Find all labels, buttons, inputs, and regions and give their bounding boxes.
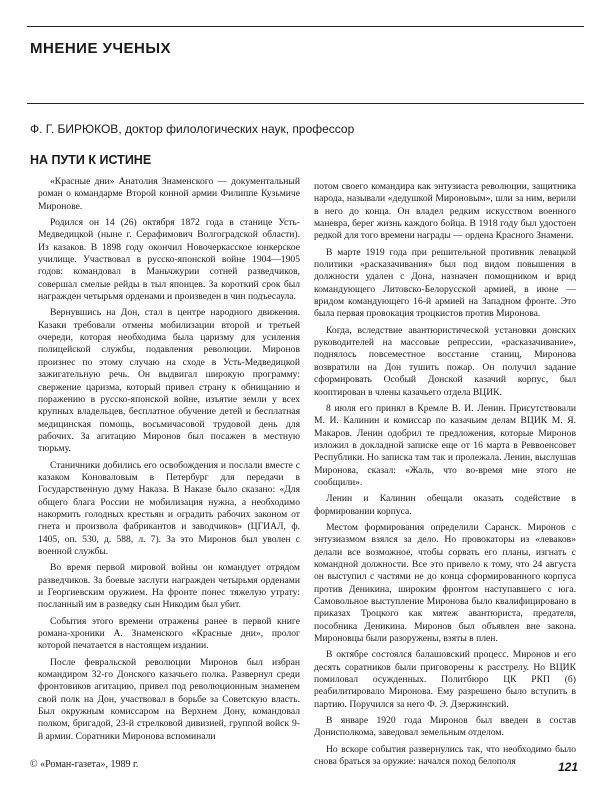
paragraph: потом своего командира как энтузиаста революции, защитника народа, называли «дедушкой Мироновым», шли за ним, верили в него до конца. Он владел редким искусством военного маневра, берег жизнь каждого бойца. В 1918 году был удостоен редкой для того времени награды — ордена Красного Знамени.	[314, 181, 576, 242]
author-line: Ф. Г. БИРЮКОВ, доктор филологических наук, профессор	[30, 122, 355, 136]
section-rule	[27, 103, 584, 104]
paragraph: В январе 1920 года Миронов был введен в состав Донисполкома, заведовал земельным отделом.	[314, 715, 576, 739]
section-title: МНЕНИЕ УЧЕНЫХ	[30, 40, 172, 57]
right-column	[314, 181, 576, 772]
page-number: 121	[557, 760, 578, 774]
paragraph: В марте 1919 года при решительной противник левацкой политики «расказачивания» был под видом повышения в должности удален с Дона, назначен помощником и врид командующего Литовско-Белорусской армией, в июне — вридом командующего 16-й армией на Западном фронте. Это была первая провокация троцкистов против Миронова.	[314, 246, 576, 320]
paragraph: Родился он 14 (26) октября 1872 года в станице Усть-Медведицкой (ныне г. Серафимович Волгоградской области). Из казаков. В 1898 году окончил Новочеркасское юнкерское училище. Участвовал в русско-японской войне 1904—1905 годов: командовал в Маньчжурии сотней разведчиков, совершал смелые рейды в тыл японцев. За короткий срок был награжден четырьмя орденами и произведен в чин подъесаула.	[38, 217, 300, 303]
paragraph: 8 июля его принял в Кремле В. И. Ленин. Присутствовали М. И. Калинин и комиссар по казачьим делам ВЦИК М. Я. Макаров. Ленин одобрил те предложения, которые Миронов изложил в докладной записке еще от 16 марта в Реввоенсовет Республики. Но записка там так и пролежала. Ленин, выслушав Миронова, сказал: «Жаль, что во-время мне этого не сообщили».	[314, 402, 576, 488]
paragraph: Станичники добились его освобождения и послали вместе с казаком Коноваловым в Петербург для передачи в Государственную думу Наказа. В Наказе было сказано: «Для общего блага России не мобилизация нужна, а необходимо накормить голодных крестьян и оградить рабочих законом от гнета и произвола фабрикантов и заводчиков» (ЦГИАЛ, ф. 1405, оп. 530, д. 588, л. 7). За это Миронов был уволен с военной службы.	[38, 459, 300, 557]
copyright-footnote: © «Роман-газета», 1989 г.	[30, 759, 139, 770]
paragraph: После февральской революции Миронов был избран командиром 32-го Донского казачьего полка. Развернул среди фронтовиков агитацию, привел под революционным знаменем свой полк на Дон, участвовал в борьбе за Советскую власть. Был окружным комиссаром на Верхнем Дону, командовал полком, бригадой, 23-й стрелковой дивизией, группой войск 9-й армии. Соратники Миронова вспоминали	[38, 656, 300, 742]
paragraph: Ленин и Калинин обещали оказать содействие в формировании корпуса.	[314, 493, 576, 517]
paragraph: Когда, вследствие авантюристической установки донских руководителей на массовые репрессии, «расказачивание», поднялось повсеместное восстание станиц, Миронова возвратили на Дон тушить пожар. Он получил задание сформировать Особый Донской казачий корпус, был кооптирован в члены казачьего отдела ВЦИК.	[314, 324, 576, 398]
paragraph: Но вскоре события развернулись так, что необходимо было снова браться за оружие: начался поход белополя	[314, 743, 576, 768]
paragraph: События этого времени отражены ранее в первой книге романа-хроники А. Знаменского «Красные дни», пролог которой печатается в настоящем издании.	[38, 615, 300, 652]
paragraph: Во время первой мировой войны он командует отрядом разведчиков. За боевые заслуги награжден четырьмя орденами и Георгиевским оружием. На фронте понес тяжелую утрату: посланный им в разведку сын Никодим был убит.	[38, 562, 300, 611]
article-title: НА ПУТИ К ИСТИНЕ	[30, 153, 152, 167]
paragraph: «Красные дни» Анатолия Знаменского — документальный роман о командарме Второй конной армии Филиппе Кузьмиче Миронове.	[38, 176, 300, 212]
paragraph: Местом формирования определили Саранск. Миронов с энтузиазмом взялся за дело. Но провокаторы из «леваков» делали все возможное, чтобы сорвать его планы, изгнать с командной должности. Все это привело к тому, что 24 августа он выступил с частями не до конца сформированного корпуса против Деникина, широким фронтом наступавшего с юга. Самовольное выступление Миронова было квалифицировано в приказах Троцкого как мятеж авантюриста, предателя, пособника Деникина. Миронов был объявлен вне закона. Мироновцы были разоружены, взяты в плен.	[314, 521, 576, 645]
top-rule	[27, 26, 584, 27]
left-column	[38, 176, 300, 747]
paragraph: В октябре состоялся балашовский процесс. Миронов и его десять соратников были приговорены к расстрелу. Но ВЦИК помиловал осужденных. Политбюро ЦК РКП (б) реабилитировало Миронова. Ему разрешено было вступить в партию. Поручился за него Ф. Э. Дзержинский.	[314, 649, 576, 710]
paragraph: Вернувшись на Дон, стал в центре народного движения. Казаки требовали отмены мобилизации второй и третьей очереди, которая необходима была царизму для усиления полицейской службы, подавления революции. Миронов произнес по этому случаю на сходе в Усть-Медведицкой зажигательную речь. Он выдвигал широкую программу: свержение царизма, который привел страну к обнищанию и поражению в русско-японской войне, изъятие земли у всех крупных владельцев, бесплатное обучение детей и бесплатная медицинская помощь, восьмичасовой трудовой день для рабочих. За агитацию Миронов был посажен в местную тюрьму.	[38, 307, 300, 455]
